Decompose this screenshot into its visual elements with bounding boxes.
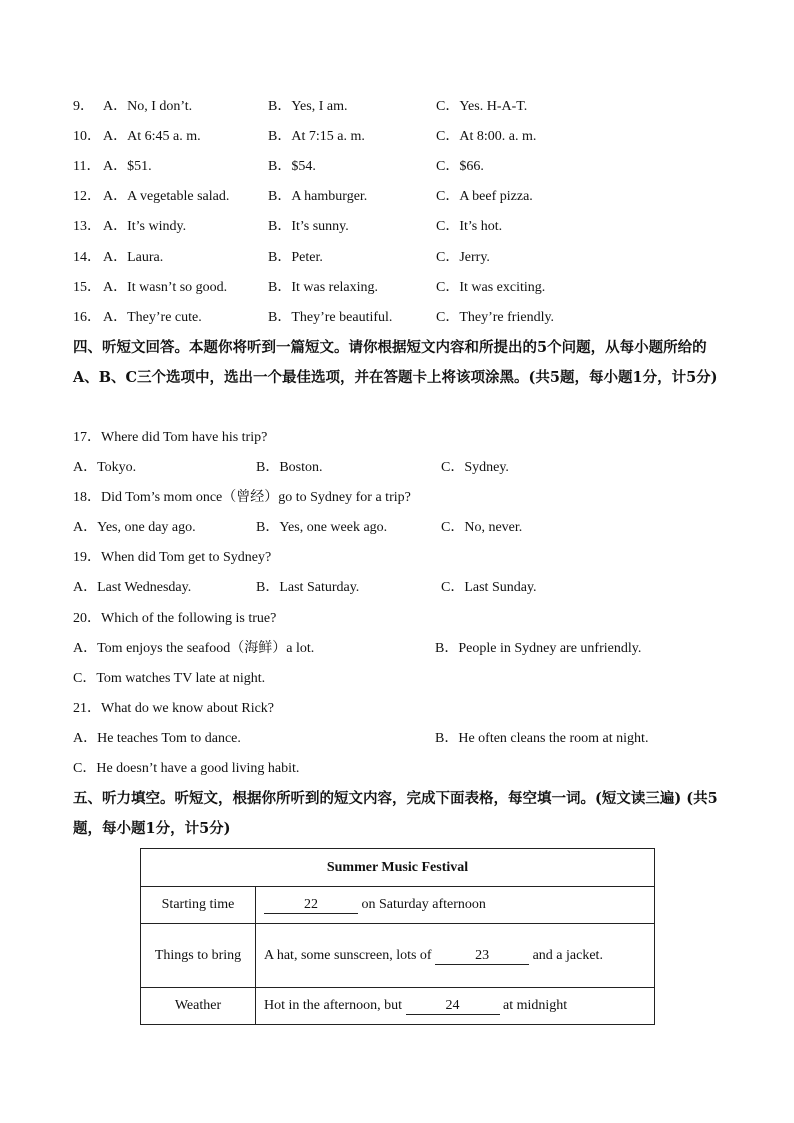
option-b[interactable]: B．He often cleans the room at night. [435,731,649,746]
option-a[interactable]: A．It’s windy. [103,219,187,234]
option-c[interactable]: C．Yes. H-A-T. [436,99,528,114]
option-c[interactable]: C．It was exciting. [436,280,546,295]
row-text: on Saturday afternoon [361,896,486,912]
option-a[interactable]: A．Last Wednesday. [73,580,192,595]
option-c[interactable]: C．It’s hot. [436,219,503,234]
option-c[interactable]: C．Tom watches TV late at night. [73,671,266,686]
blank-22[interactable]: 22 [264,897,358,914]
option-b[interactable]: B．At 7:15 a. m. [268,129,365,144]
blank-23[interactable]: 23 [435,948,529,965]
question-number: 15． [73,280,101,295]
option-b[interactable]: B．It was relaxing. [268,280,379,295]
option-c[interactable]: C．He doesn’t have a good living habit. [73,761,300,776]
option-a[interactable]: A．Tokyo. [73,460,137,475]
question-number: 9． [73,99,94,114]
option-c[interactable]: C．A beef pizza. [436,189,533,204]
option-b[interactable]: B．Boston. [256,460,323,475]
question-number: 12． [73,189,101,204]
option-c[interactable]: C．Jerry. [436,250,490,265]
table-row [141,924,655,988]
option-c[interactable]: C．Sydney. [441,460,509,475]
option-c[interactable]: C．$66. [436,159,484,174]
option-c[interactable]: C．No, never. [441,520,523,535]
option-a[interactable]: A．$51. [103,159,152,174]
option-a[interactable]: A．They’re cute. [103,310,202,325]
section4-heading: 四、听短文回答。本题你将听到一篇短文。请你根据短文内容和所提出的5个问题，从每小题所给的A、B、C三个选项中，选出一个最佳选项，并在答题卡上将该项涂黑。(共5题，每小题1分，计5分) [73,339,718,386]
question-number: 13． [73,219,101,234]
question-number: 16． [73,310,101,325]
question-number: 10． [73,129,101,144]
row-label: Starting time [141,887,256,924]
option-c[interactable]: C．They’re friendly. [436,310,555,325]
question-18: 18．Did Tom’s mom once（曾经）go to Sydney for a trip? [73,490,411,505]
section5-heading: 五、听力填空。听短文，根据你所听到的短文内容，完成下面表格，每空填一词。(短文读三遍) (共5题，每小题1分，计5分) [73,790,718,837]
question-17: 17．Where did Tom have his trip? [73,430,268,445]
question-21: 21．What do we know about Rick? [73,701,275,716]
option-b[interactable]: B．Yes, one week ago. [256,520,388,535]
question-19: 19．When did Tom get to Sydney? [73,550,272,565]
table-row [141,887,655,924]
option-b[interactable]: B．People in Sydney are unfriendly. [435,641,642,656]
question-number: 11． [73,159,101,174]
option-b[interactable]: B．Peter. [268,250,323,265]
question-number: 14． [73,250,101,265]
option-a[interactable]: A．Yes, one day ago. [73,520,196,535]
table-title: Summer Music Festival [141,849,655,887]
option-b[interactable]: B．They’re beautiful. [268,310,393,325]
option-c[interactable]: C．At 8:00. a. m. [436,129,537,144]
row-label: Things to bring [141,924,256,988]
option-b[interactable]: B．It’s sunny. [268,219,349,234]
row-text: Hot in the afternoon, but [264,997,403,1013]
option-b[interactable]: B．Last Saturday. [256,580,360,595]
option-a[interactable]: A．A vegetable salad. [103,189,230,204]
option-a[interactable]: A．It wasn’t so good. [103,280,228,295]
option-c[interactable]: C．Last Sunday. [441,580,537,595]
blank-24[interactable]: 24 [406,998,500,1015]
option-a[interactable]: A．No, I don’t. [103,99,193,114]
row-content [256,887,655,924]
row-text: A hat, some sunscreen, lots of [264,948,432,963]
row-label: Weather [141,988,256,1025]
option-a[interactable]: A．He teaches Tom to dance. [73,731,241,746]
row-content [256,924,655,988]
row-content [256,988,655,1025]
option-b[interactable]: B．$54. [268,159,316,174]
option-b[interactable]: B．Yes, I am. [268,99,348,114]
festival-table [140,848,655,1025]
row-text: and a jacket. [532,948,603,963]
row-text: at midnight [503,997,568,1013]
option-a[interactable]: A．At 6:45 a. m. [103,129,201,144]
option-a[interactable]: A．Tom enjoys the seafood（海鲜）a lot. [73,641,315,656]
table-row [141,988,655,1025]
option-b[interactable]: B．A hamburger. [268,189,368,204]
question-20: 20．Which of the following is true? [73,611,277,626]
option-a[interactable]: A．Laura. [103,250,164,265]
